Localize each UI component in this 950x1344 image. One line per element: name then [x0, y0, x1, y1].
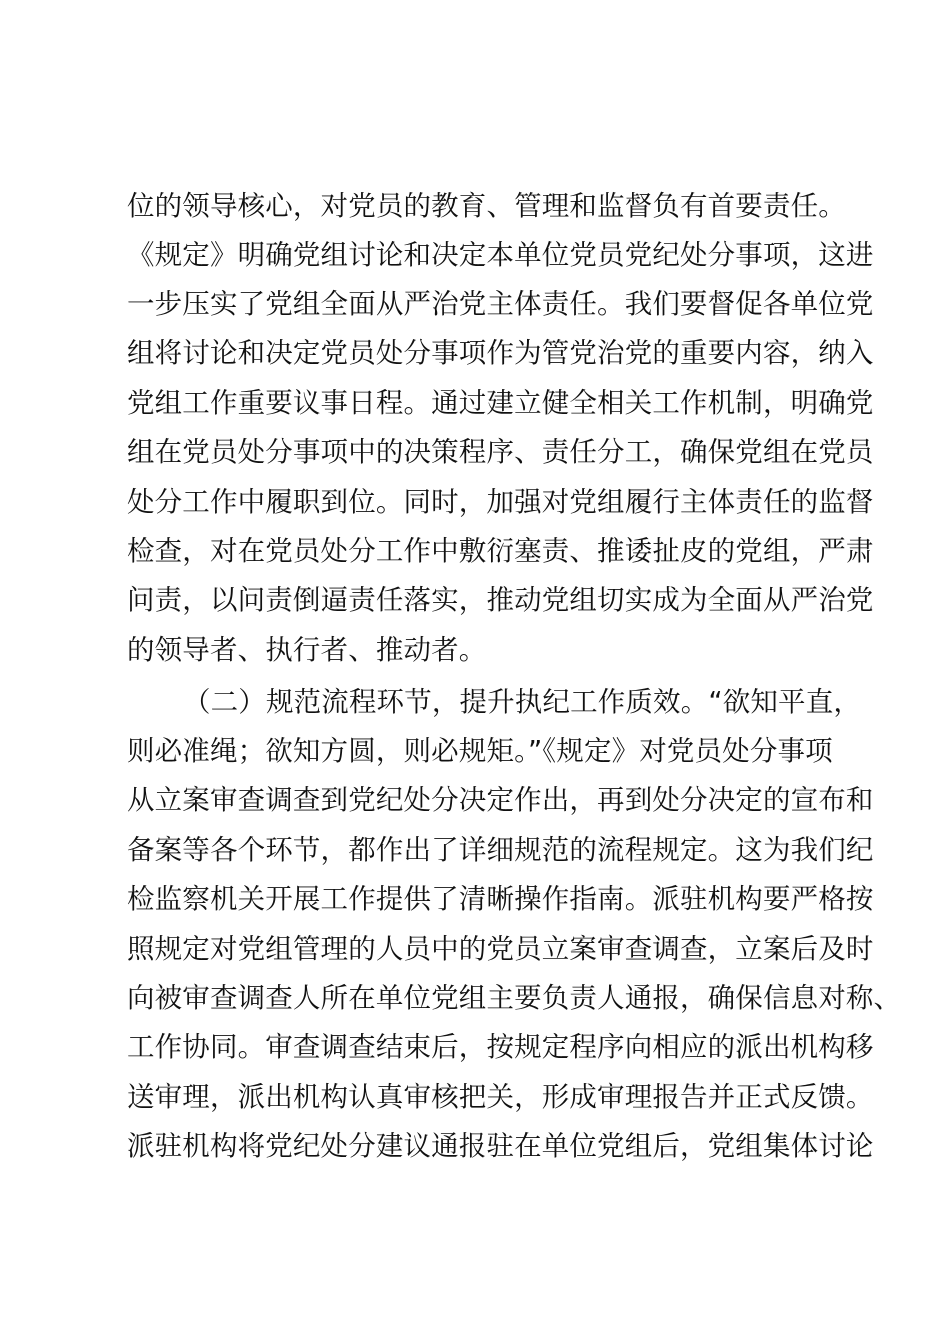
text-line: 送审理，派出机构认真审核把关，形成审理报告并正式反馈。 — [127, 1081, 874, 1113]
text-line: 向被审查调查人所在单位党组主要负责人通报，确保信息对称、 — [127, 982, 902, 1014]
text-line: 位的领导核心，对党员的教育、管理和监督负有首要责任。 — [127, 190, 846, 222]
text-line: 检监察机关开展工作提供了清晰操作指南。派驻机构要严格按 — [127, 883, 874, 915]
text-line: 派驻机构将党纪处分建议通报驻在单位党组后，党组集体讨论 — [127, 1130, 874, 1162]
text-line: 备案等各个环节，都作出了详细规范的流程规定。这为我们纪 — [127, 834, 874, 866]
text-line: 则必准绳；欲知方圆，则必规矩。”《规定》对党员处分事项 — [127, 735, 833, 767]
text-line: 组将讨论和决定党员处分事项作为管党治党的重要内容，纳入 — [127, 337, 874, 369]
text-line: 《规定》明确党组讨论和决定本单位党员党纪处分事项，这进 — [127, 239, 874, 271]
text-line: 处分工作中履职到位。同时，加强对党组履行主体责任的监督 — [127, 486, 874, 518]
text-line: 组在党员处分事项中的决策程序、责任分工，确保党组在党员 — [127, 436, 874, 468]
text-line: 问责，以问责倒逼责任落实，推动党组切实成为全面从严治党 — [127, 584, 874, 616]
text-line: 从立案审查调查到党纪处分决定作出，再到处分决定的宣布和 — [127, 784, 874, 816]
text-line: 党组工作重要议事日程。通过建立健全相关工作机制，明确党 — [127, 387, 874, 419]
section-heading-line: （二）规范流程环节，提升执纪工作质效。“欲知平直， — [183, 686, 861, 718]
text-line: 工作协同。审查调查结束后，按规定程序向相应的派出机构移 — [127, 1031, 874, 1063]
text-line: 检查，对在党员处分工作中敷衍塞责、推诿扯皮的党组，严肃 — [127, 535, 874, 567]
text-line: 一步压实了党组全面从严治党主体责任。我们要督促各单位党 — [127, 288, 874, 320]
text-line: 照规定对党组管理的人员中的党员立案审查调查，立案后及时 — [127, 933, 874, 965]
text-line: 的领导者、执行者、推动者。 — [127, 634, 487, 666]
